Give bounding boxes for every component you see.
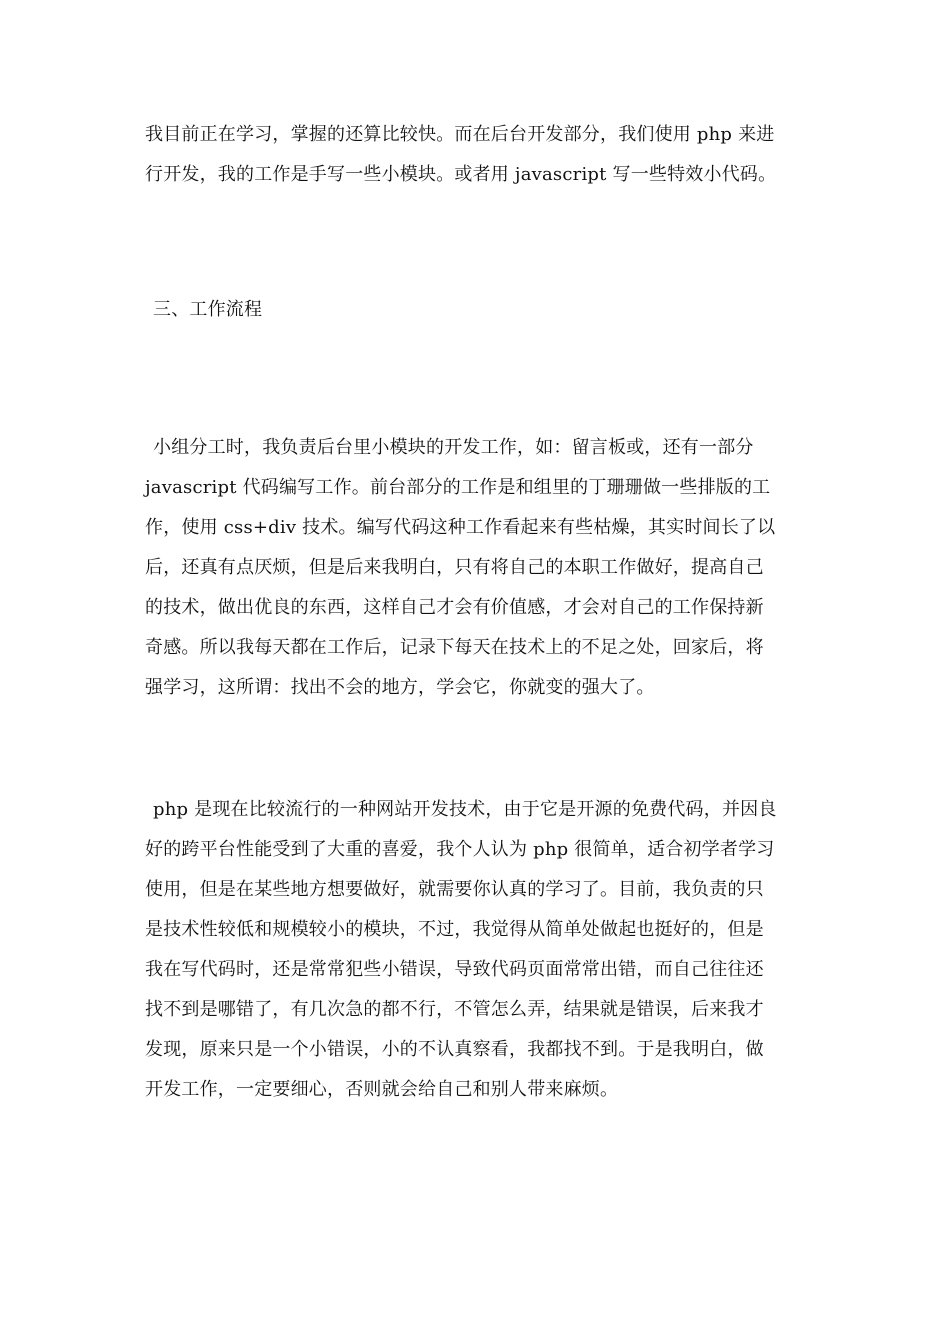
paragraph-intro	[145, 115, 805, 195]
text-line: 后，还真有点厌烦，但是后来我明白，只有将自己的本职工作做好，提高自己	[145, 557, 764, 578]
text-line: 开发工作，一定要细心，否则就会给自己和别人带来麻烦。	[145, 1079, 619, 1100]
text-line: php 是现在比较流行的一种网站开发技术，由于它是开源的免费代码，并因良	[153, 799, 777, 820]
text-line: 强学习，这所谓：找出不会的地方，学会它，你就变的强大了。	[145, 677, 655, 698]
text-line: 的技术，做出优良的东西，这样自己才会有价值感，才会对自己的工作保持新	[145, 597, 764, 618]
paragraph-teamwork	[145, 428, 805, 708]
text-line: 发现，原来只是一个小错误，小的不认真察看，我都找不到。于是我明白，做	[145, 1039, 764, 1060]
text-line: 是技术性较低和规模较小的模块，不过，我觉得从简单处做起也挺好的，但是	[145, 919, 764, 940]
text-line: 小组分工时，我负责后台里小模块的开发工作，如：留言板或，还有一部分	[153, 437, 754, 458]
text-line: javascript 代码编写工作。前台部分的工作是和组里的丁珊珊做一些排版的工	[145, 477, 771, 498]
section-heading-text: 三、工作流程	[153, 299, 263, 320]
text-line: 行开发，我的工作是手写一些小模块。或者用 javascript 写一些特效小代码。	[145, 164, 777, 185]
text-line: 我在写代码时，还是常常犯些小错误，导致代码页面常常出错，而自己往往还	[145, 959, 764, 980]
text-line: 作，使用 css+div 技术。编写代码这种工作看起来有些枯燥，其实时间长了以	[145, 517, 776, 538]
text-line: 奇感。所以我每天都在工作后，记录下每天在技术上的不足之处，回家后，将	[145, 637, 764, 658]
section-heading	[145, 290, 813, 330]
paragraph-php	[145, 790, 805, 1110]
text-line: 找不到是哪错了，有几次急的都不行，不管怎么弄，结果就是错误，后来我才	[145, 999, 764, 1020]
text-line: 我目前正在学习，掌握的还算比较快。而在后台开发部分，我们使用 php 来进	[145, 124, 775, 145]
text-line: 好的跨平台性能受到了大重的喜爱，我个人认为 php 很简单，适合初学者学习	[145, 839, 775, 860]
text-line: 使用，但是在某些地方想要做好，就需要你认真的学习了。目前，我负责的只	[145, 879, 764, 900]
